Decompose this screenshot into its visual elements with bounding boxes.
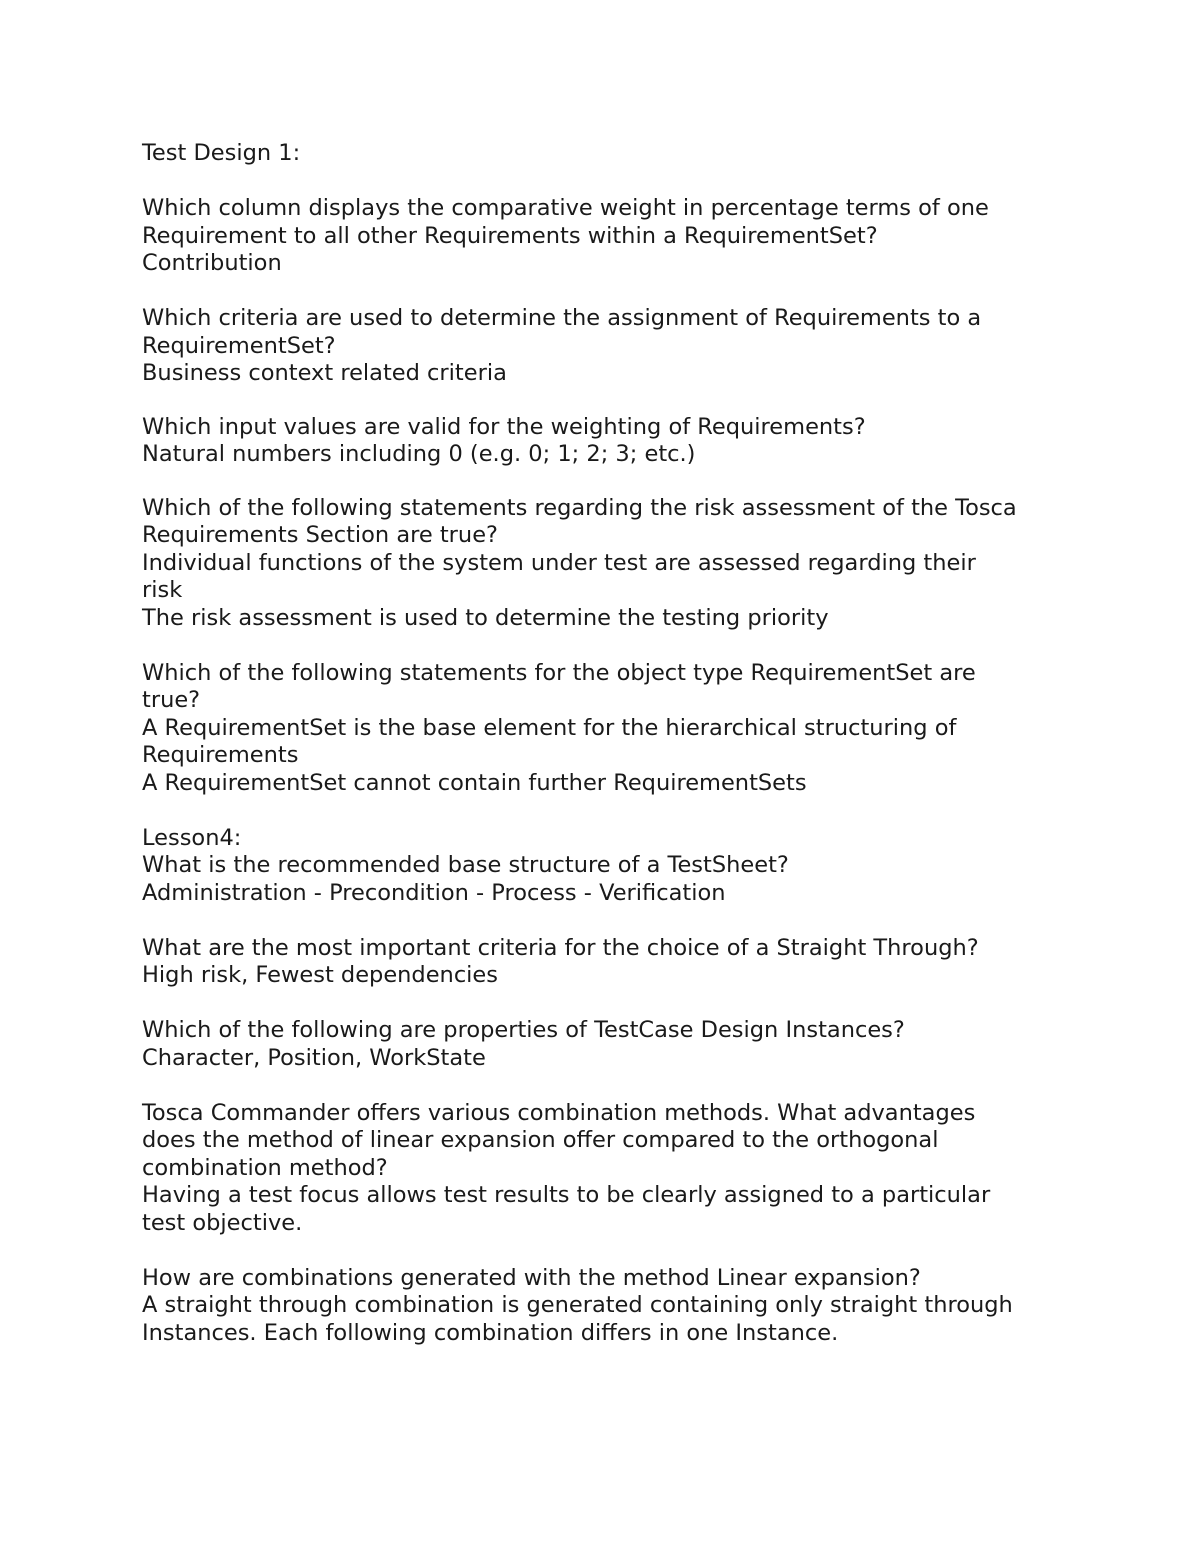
question-text: What is the recommended base structure of a TestSheet? (142, 852, 789, 878)
qa-block-contribution (142, 195, 1082, 278)
qa-block-weighting (142, 414, 1082, 469)
question-text: How are combinations generated with the method Linear expansion? (142, 1264, 921, 1291)
qa-block-lesson4-testsheet (142, 825, 1082, 908)
answer-text: Administration - Precondition - Process - Verification (142, 879, 726, 906)
answer-text: The risk assessment is used to determine the testing priority (142, 604, 829, 631)
answer-text: Instances. Each following combination differs in one Instance. (142, 1319, 839, 1346)
answer-text: A RequirementSet is the base element for the hierarchical structuring of (142, 714, 957, 741)
answer-text: Requirements (142, 742, 299, 768)
answer-text: Character, Position, WorkState (142, 1044, 486, 1071)
qa-block-requirementset (142, 660, 1082, 798)
qa-block-criteria (142, 305, 1082, 388)
paragraph-gap (142, 1237, 1082, 1265)
section-heading: Lesson4: (142, 824, 242, 851)
question-text: Which of the following are properties of TestCase Design Instances? (142, 1017, 905, 1043)
answer-text: Contribution (142, 250, 282, 276)
answer-text: Having a test focus allows test results to be clearly assigned to a particular (142, 1182, 991, 1208)
paragraph-gap (142, 907, 1082, 935)
question-text: true? (142, 687, 201, 713)
paragraph-gap (142, 469, 1082, 495)
answer-text: A straight through combination is generated containing only straight through (142, 1292, 1013, 1318)
paragraph-gap (142, 278, 1082, 306)
paragraph-gap (142, 797, 1082, 825)
question-text: combination method? (142, 1154, 388, 1181)
paragraph-gap (142, 388, 1082, 414)
answer-text: test objective. (142, 1209, 303, 1236)
question-text: What are the most important criteria for the choice of a Straight Through? (142, 934, 979, 961)
qa-block-straight-through (142, 935, 1082, 990)
paragraph-gap (142, 632, 1082, 660)
document-heading: Test Design 1: (142, 140, 301, 166)
qa-block-linear-expansion-advantages (142, 1100, 1082, 1238)
paragraph-gap (142, 990, 1082, 1018)
question-text: Which of the following statements for the object type RequirementSet are (142, 659, 976, 686)
question-text: Which criteria are used to determine the assignment of Requirements to a (142, 305, 982, 331)
qa-block-instances (142, 1017, 1082, 1072)
question-text: does the method of linear expansion offer compared to the orthogonal (142, 1127, 939, 1153)
question-text: Which of the following statements regarding the risk assessment of the Tosca (142, 494, 1017, 521)
paragraph-gap (142, 1072, 1082, 1100)
answer-text: Business context related criteria (142, 360, 507, 386)
document-page (142, 140, 1082, 1347)
question-text: Which input values are valid for the weighting of Requirements? (142, 413, 866, 440)
question-text: Requirement to all other Requirements within a RequirementSet? (142, 222, 878, 249)
question-text: Tosca Commander offers various combination methods. What advantages (142, 1099, 976, 1126)
question-text: Which column displays the comparative weight in percentage terms of one (142, 195, 989, 221)
answer-text: High risk, Fewest dependencies (142, 962, 499, 988)
answer-text: Natural numbers including 0 (e.g. 0; 1; 2; 3; etc.) (142, 441, 696, 467)
paragraph-gap (142, 168, 1082, 196)
qa-block-linear-expansion-method (142, 1265, 1082, 1348)
question-text: RequirementSet? (142, 332, 336, 359)
document-title-block (142, 140, 1082, 168)
answer-text: Individual functions of the system under test are assessed regarding their (142, 549, 976, 576)
question-text: Requirements Section are true? (142, 522, 498, 548)
answer-text: A RequirementSet cannot contain further RequirementSets (142, 769, 807, 796)
qa-block-risk-assessment (142, 495, 1082, 633)
answer-text: risk (142, 577, 183, 603)
